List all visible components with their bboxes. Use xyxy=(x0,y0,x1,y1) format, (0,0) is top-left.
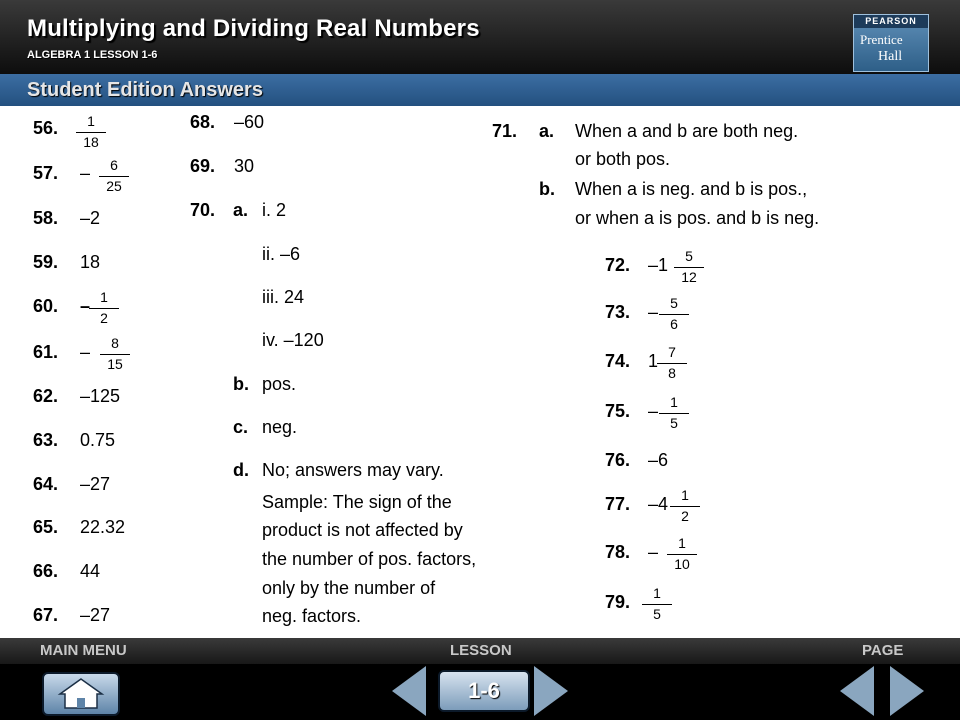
answer-number: 57. xyxy=(33,163,59,183)
fraction-numerator: 7 xyxy=(668,344,676,360)
fraction-bar xyxy=(642,604,672,605)
answer-value: – xyxy=(80,163,91,183)
answer-value: –4 xyxy=(648,494,669,514)
answer-number: 77. xyxy=(605,494,631,514)
answer-value: 18 xyxy=(80,252,101,272)
fraction-numerator: 5 xyxy=(670,295,678,311)
fraction xyxy=(89,290,119,326)
fraction-numerator: 8 xyxy=(111,335,119,351)
fraction-denominator: 5 xyxy=(653,606,661,622)
navigation-bar xyxy=(0,638,960,664)
fraction-numerator: 1 xyxy=(87,113,95,129)
fraction-denominator: 18 xyxy=(83,134,99,150)
fraction-numerator: 6 xyxy=(110,157,118,173)
fraction-bar xyxy=(659,314,689,315)
answer-value: –60 xyxy=(234,112,265,132)
answer-number: 75. xyxy=(605,401,631,421)
fraction-numerator: 1 xyxy=(100,289,108,305)
answer-value: – xyxy=(648,401,659,421)
section-bar xyxy=(0,74,960,106)
fraction-bar xyxy=(667,554,697,555)
fraction xyxy=(642,586,672,622)
fraction-bar xyxy=(99,176,129,177)
answer-number: 59. xyxy=(33,252,59,272)
answer-value: ii. –6 xyxy=(262,244,301,264)
fraction-denominator: 8 xyxy=(668,365,676,381)
part-label: b. xyxy=(233,374,249,394)
part-label: d. xyxy=(233,460,249,480)
fraction-bar xyxy=(100,354,130,355)
fraction xyxy=(659,296,689,332)
home-icon xyxy=(44,674,118,714)
answer-line: When a is neg. and b is pos., xyxy=(575,179,808,199)
fraction-bar xyxy=(659,413,689,414)
answer-number: 64. xyxy=(33,474,59,494)
fraction-bar xyxy=(670,506,700,507)
page-label: PAGE xyxy=(862,642,904,659)
lesson-previous-button[interactable] xyxy=(392,666,426,716)
fraction xyxy=(100,336,130,372)
answer-number: 70. xyxy=(190,200,216,220)
pearson-logo xyxy=(853,14,929,72)
fraction-numerator: 1 xyxy=(681,487,689,503)
answer-value: – xyxy=(80,296,91,316)
fraction-denominator: 10 xyxy=(674,556,690,572)
fraction-denominator: 12 xyxy=(681,269,697,285)
answer-number: 68. xyxy=(190,112,216,132)
answer-number: 79. xyxy=(605,592,631,612)
answer-value: – xyxy=(648,542,659,562)
answer-value: i. 2 xyxy=(262,200,287,220)
answer-value: –27 xyxy=(80,605,111,625)
fraction-bar xyxy=(76,132,106,133)
answer-number: 63. xyxy=(33,430,59,450)
answer-value: –6 xyxy=(648,450,669,470)
answer-line: or both pos. xyxy=(575,149,671,169)
fraction-denominator: 5 xyxy=(670,415,678,431)
answer-number: 74. xyxy=(605,351,631,371)
fraction-denominator: 25 xyxy=(106,178,122,194)
fraction xyxy=(657,345,687,381)
answer-value: 1 xyxy=(648,351,659,371)
fraction xyxy=(674,249,704,285)
answer-number: 67. xyxy=(33,605,59,625)
lesson-number-badge: 1-6 xyxy=(438,670,530,712)
lesson-label: LESSON xyxy=(450,642,512,659)
sample-line: the number of pos. factors, xyxy=(262,549,477,569)
answer-line: When a and b are both neg. xyxy=(575,121,799,141)
answer-number: 62. xyxy=(33,386,59,406)
part-label: a. xyxy=(539,121,555,141)
sample-line: neg. factors. xyxy=(262,606,362,626)
answer-value: –1 xyxy=(648,255,669,275)
lesson-subtitle: ALGEBRA 1 LESSON 1-6 xyxy=(27,49,158,61)
logo-prentice-text: Prentice xyxy=(860,32,903,47)
answer-value: –27 xyxy=(80,474,111,494)
main-menu-label: MAIN MENU xyxy=(40,642,127,659)
fraction xyxy=(99,158,129,194)
answer-value: 30 xyxy=(234,156,255,176)
answer-number: 60. xyxy=(33,296,59,316)
fraction-denominator: 2 xyxy=(100,310,108,326)
page-next-button[interactable] xyxy=(890,666,924,716)
answer-value: No; answers may vary. xyxy=(262,460,444,480)
sample-line: product is not affected by xyxy=(262,520,463,540)
section-label: Student Edition Answers xyxy=(27,79,263,101)
answer-number: 56. xyxy=(33,118,59,138)
sample-line: Sample: The sign of the xyxy=(262,492,452,512)
answer-value: – xyxy=(80,342,91,362)
fraction-numerator: 1 xyxy=(670,394,678,410)
answer-number: 58. xyxy=(33,208,59,228)
answer-value: –125 xyxy=(80,386,121,406)
lesson-next-button[interactable] xyxy=(534,666,568,716)
page-title: Multiplying and Dividing Real Numbers xyxy=(27,15,480,42)
part-label: b. xyxy=(539,179,555,199)
fraction-bar xyxy=(674,267,704,268)
part-label: a. xyxy=(233,200,249,220)
answer-number: 73. xyxy=(605,302,631,322)
answer-number: 69. xyxy=(190,156,216,176)
main-menu-button[interactable] xyxy=(42,672,120,716)
answer-value: 22.32 xyxy=(80,517,126,537)
fraction-denominator: 6 xyxy=(670,316,678,332)
answer-line: or when a is pos. and b is neg. xyxy=(575,208,820,228)
logo-pearson-text: PEARSON xyxy=(854,15,928,28)
answer-number: 71. xyxy=(492,121,518,141)
answer-value: iii. 24 xyxy=(262,287,305,307)
answer-number: 78. xyxy=(605,542,631,562)
fraction-numerator: 1 xyxy=(678,535,686,551)
fraction-numerator: 5 xyxy=(685,248,693,264)
answer-number: 76. xyxy=(605,450,631,470)
answer-number: 66. xyxy=(33,561,59,581)
sample-line: only by the number of xyxy=(262,578,436,598)
fraction-denominator: 15 xyxy=(107,356,123,372)
fraction-numerator: 1 xyxy=(653,585,661,601)
answer-value: neg. xyxy=(262,417,298,437)
part-label: c. xyxy=(233,417,249,437)
answers-content xyxy=(0,106,960,638)
fraction-bar xyxy=(657,363,687,364)
fraction xyxy=(667,536,697,572)
fraction xyxy=(670,488,700,524)
logo-hall-text: Hall xyxy=(878,49,903,64)
answer-number: 65. xyxy=(33,517,59,537)
fraction-denominator: 2 xyxy=(681,508,689,524)
header-bar xyxy=(0,0,960,74)
fraction xyxy=(659,395,689,431)
page-previous-button[interactable] xyxy=(840,666,874,716)
fraction-bar xyxy=(89,308,119,309)
answer-value: pos. xyxy=(262,374,297,394)
answer-number: 72. xyxy=(605,255,631,275)
answer-value: 44 xyxy=(80,561,101,581)
answer-number: 61. xyxy=(33,342,59,362)
answer-value: iv. –120 xyxy=(262,330,324,350)
answer-value: 0.75 xyxy=(80,430,116,450)
answer-value: –2 xyxy=(80,208,101,228)
fraction xyxy=(76,114,106,150)
answer-value: – xyxy=(648,302,659,322)
